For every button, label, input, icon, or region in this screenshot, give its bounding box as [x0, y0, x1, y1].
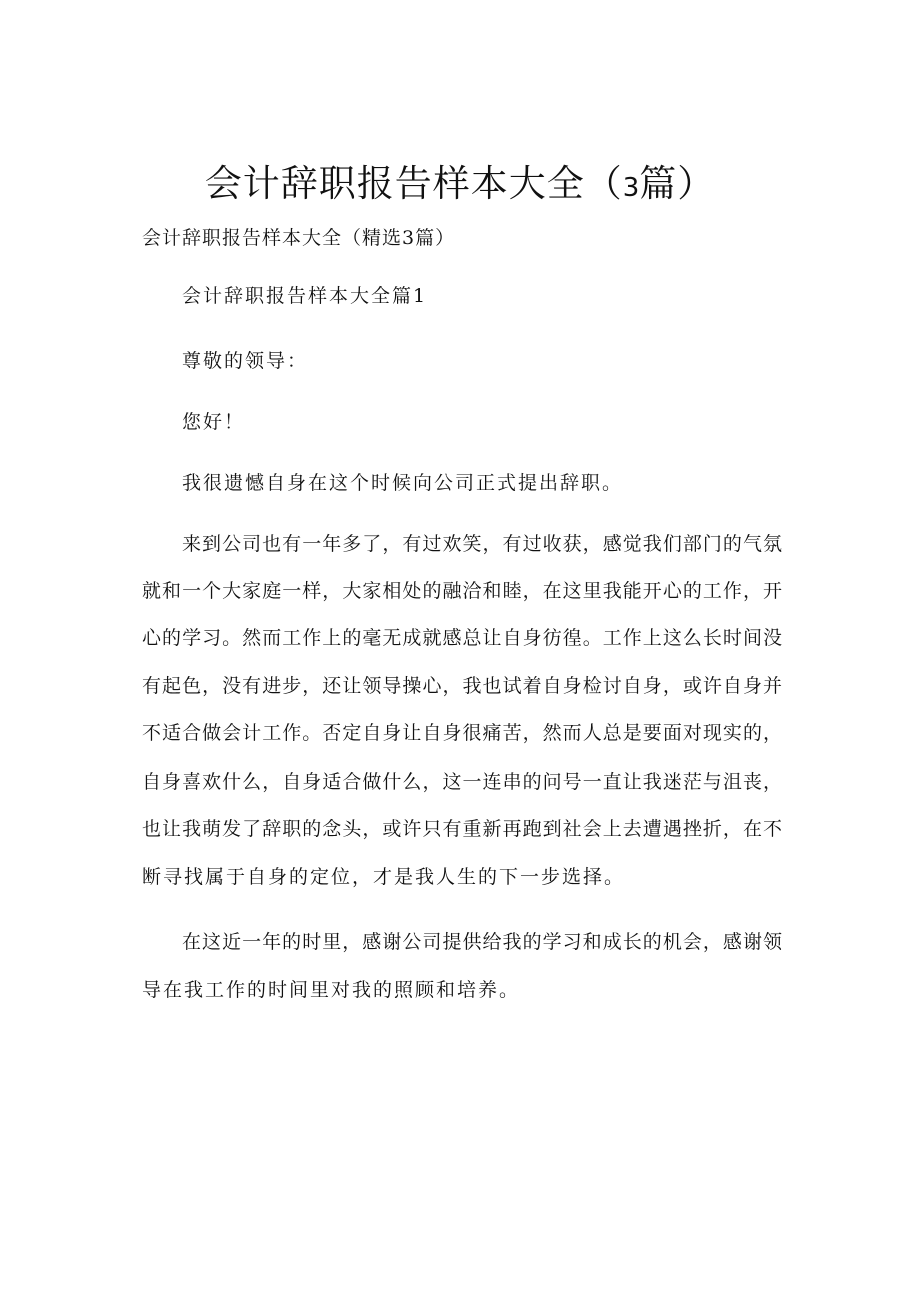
paragraph-2-line: 来到公司也有一年多了，有过欢笑，有过收获，感觉我们部门的气氛	[182, 533, 782, 555]
document-title	[0, 160, 920, 212]
paragraph-2-line: 有起色，没有进步，还让领导操心，我也试着自身检讨自身，或许自身并	[142, 675, 782, 697]
greeting: 您好！	[182, 411, 246, 433]
salutation: 尊敬的领导：	[182, 350, 309, 372]
paragraph-3-line: 在这近一年的时里，感谢公司提供给我的学习和成长的机会，感谢领	[182, 931, 782, 953]
document-subtitle: 会计辞职报告样本大全（精选3篇）	[142, 227, 456, 249]
paragraph-2-line: 心的学习。然而工作上的毫无成就感总让自身彷徨。工作上这么长时间没	[142, 627, 782, 649]
paragraph-2-line: 也让我萌发了辞职的念头，或许只有重新再跑到社会上去遭遇挫折，在不	[142, 818, 782, 840]
document-title-number: 3	[622, 173, 640, 203]
section-heading: 会计辞职报告样本大全篇1	[182, 285, 428, 307]
paragraph-3-line: 导在我工作的时间里对我的照顾和培养。	[142, 979, 521, 1001]
paragraph-2-line: 断寻找属于自身的定位，才是我人生的下一步选择。	[142, 866, 626, 888]
paragraph-2-line: 不适合做会计工作。否定自身让自身很痛苦，然而人总是要面对现实的，	[142, 722, 782, 744]
document-title-suffix: 篇）	[639, 162, 716, 205]
paragraph-2-line: 自身喜欢什么，自身适合做什么，这一连串的问号一直让我迷茫与沮丧，	[142, 771, 782, 793]
document-title-paren: （	[584, 162, 623, 205]
document-title-main: 会计辞职报告样本大全	[204, 162, 585, 205]
paragraph-1: 我很遗憾自身在这个时候向公司正式提出辞职。	[182, 472, 624, 494]
paragraph-2-line: 就和一个大家庭一样，大家相处的融洽和睦，在这里我能开心的工作，开	[142, 580, 782, 602]
